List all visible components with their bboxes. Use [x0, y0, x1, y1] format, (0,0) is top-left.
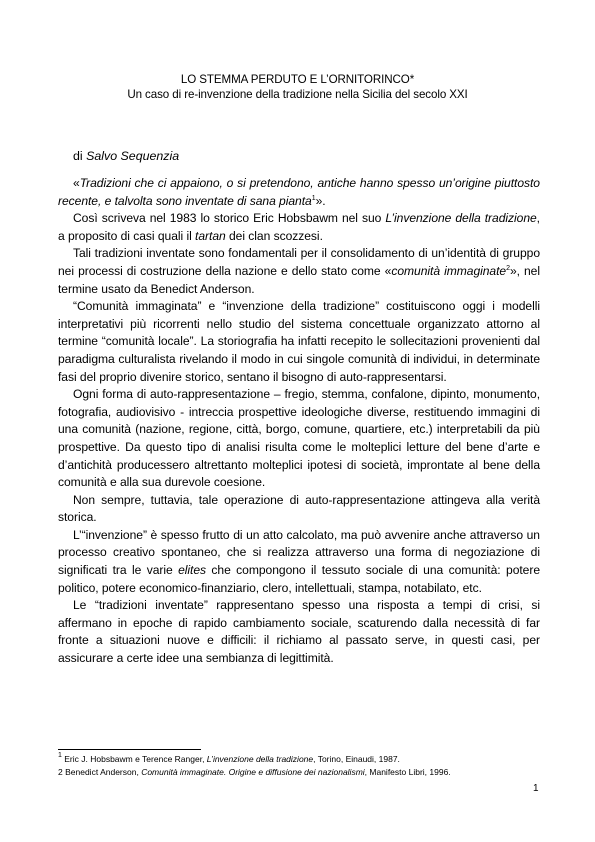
book-title: L’invenzione della tradizione: [385, 211, 537, 226]
paragraph-quote: [58, 175, 540, 210]
page-number: 1: [533, 783, 539, 794]
paragraph-7: [58, 527, 540, 597]
document-subtitle: Un caso di re-invenzione della tradizione nella Sicilia del secolo XXI: [127, 88, 468, 101]
footnote-text: Benedict Anderson,: [62, 767, 142, 777]
paragraph-8: Le “tradizioni inventate” rappresentano spesso una risposta a tempi di crisi, si affermano in epoche di rapido cambiamento sociale, scaturendo dalla necessità di far fronte a situazioni nuove e difficili: il richiamo al passato serve, in questi casi, per assicurare a certe idee una sembianza di legittimità.: [58, 598, 540, 666]
text-run: », nel termine usato da Benedict Anderson.: [58, 263, 540, 296]
author-prefix: di: [73, 149, 83, 163]
footnote-number: 2: [58, 767, 63, 777]
quote-open: «: [73, 176, 80, 190]
paragraph-4: “Comunità immaginata” e “invenzione della tradizione” costituiscono oggi i modelli interpretativi più ricorrenti nello studio del sistema concettuale organizzato attorno al termine “comunità locale”. La storiografia ha infatti recepito le sollecitazioni provenienti dal paradigma culturalista rivelando il modo in cui singole comunità di individui, in determinate fasi del proprio divenire storico, sentano il bisogno di auto-rappresentarsi.: [58, 299, 540, 384]
footnote-ref-1[interactable]: 1: [311, 194, 316, 202]
footnote-text: , Manifesto Libri, 1996.: [364, 767, 451, 777]
paragraph-5: Ogni forma di auto-rappresentazione – fregio, stemma, confalone, dipinto, monumento, fotografia, audiovisivo - intreccia prospettive ideologiche diverse, restituendo immagini di una comunità (nazione, regione, città, borgo, comune, quartiere, etc.) interpretabili da più prospettive. Da questo tipo di analisi risulta come le molteplici letture del bene d’arte e d’antichità producessero altrettanto molteplici ipotesi di società, improntate al bene della comunità e alla sua durevole coesione.: [58, 387, 540, 490]
text-run: L’“invenzione” è spesso frutto di un atto calcolato, ma può avvenire anche attraverso un processo creativo spontaneo, che si realizza attraverso una forma di negoziazione di significati tra le varie: [58, 527, 540, 578]
hobsbawm-quote: Tradizioni che ci appaiono, o si pretendono, antiche hanno spesso un’origine piuttosto recente, e talvolta sono inventate di sana pianta: [58, 176, 540, 208]
footnote-1: [58, 754, 400, 765]
text-run: dei clan scozzesi.: [225, 228, 323, 243]
footnote-number: 1: [58, 752, 62, 759]
text-run: Tali tradizioni inventate sono fondamentali per il consolidamento di un’identità di gruppo nei processi di costruzione della nazione e dello stato come «: [58, 246, 540, 278]
footnote-divider: [58, 749, 201, 750]
article-body: [58, 175, 540, 668]
footnote-ref-2[interactable]: 2: [506, 264, 510, 272]
text-run: Così scriveva nel 1983 lo storico Eric Hobsbawm nel suo: [73, 211, 386, 226]
text-run: che compongono il tessuto sociale di una comunità: potere politico, potere economico-finanziario, clero, intellettuali, stampa, notabilato, etc.: [58, 563, 541, 595]
footnote-text: , Torino, Einaudi, 1987.: [313, 754, 400, 764]
quote-close: ».: [315, 193, 326, 208]
footnote-2: [58, 767, 451, 778]
term-elites: elites: [178, 563, 207, 578]
term-comunita-immaginate: comunità immaginate: [391, 263, 507, 278]
paragraph-3: [58, 245, 540, 298]
term-tartan: tartan: [195, 228, 226, 243]
text-run: , a proposito di casi quali il: [58, 211, 540, 243]
paragraph-2: [58, 210, 540, 245]
footnote-book-title: L’invenzione della tradizione: [206, 754, 314, 764]
document-title: LO STEMMA PERDUTO E L’ORNITORINCO*: [180, 73, 415, 86]
footnote-text: Eric J. Hobsbawm e Terence Ranger,: [61, 754, 207, 764]
footnote-book-title: Comunità immaginate. Origine e diffusione dei nazionalismi: [141, 767, 365, 777]
author-name: Salvo Sequenzia: [86, 149, 180, 163]
paragraph-6: Non sempre, tuttavia, tale operazione di auto-rappresentazione attingeva alla verità storica.: [58, 492, 540, 525]
author-line: [73, 149, 179, 163]
